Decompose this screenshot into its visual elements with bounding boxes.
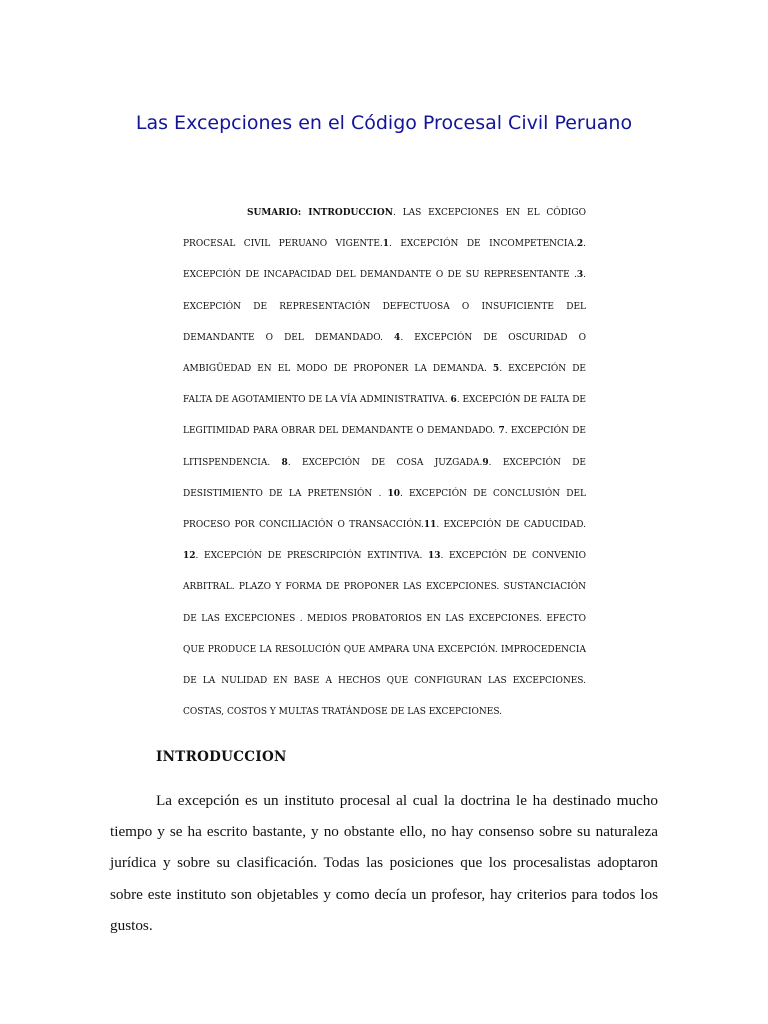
sumario-run: . EXCEPCIÓN DE REPRESENTACIÓN DEFECTUOSA O INSUFICIENTE DEL DEMANDANTE O DEL DEMANDADO.: [183, 270, 586, 343]
sumario-bold-run: 11: [423, 520, 437, 531]
sumario-run: . EXCEPCIÓN DE PRESCRIPCIÓN EXTINTIVA.: [195, 551, 428, 562]
sumario-bold-run: INTRODUCCION: [308, 208, 393, 218]
sumario-block: [183, 198, 586, 728]
sumario-bold-run: 6: [450, 395, 457, 406]
sumario-run: . EXCEPCIÓN DE INCOMPETENCIA.: [389, 239, 577, 250]
sumario-content: [183, 208, 586, 717]
sumario-run: . EXCEPCIÓN DE INCAPACIDAD DEL DEMANDANTE O DE SU REPRESENTANTE .: [183, 239, 586, 281]
sumario-bold-run: 12: [183, 551, 196, 562]
sumario-run: . EXCEPCIÓN DE LITISPENDENCIA.: [183, 426, 586, 468]
sumario-bold-run: 9: [482, 457, 489, 468]
sumario-run: . EXCEPCIÓN DE OSCURIDAD O AMBIGÜEDAD EN EL MODO DE PROPONER LA DEMANDA.: [183, 332, 586, 375]
sumario-run: . EXCEPCIÓN DE DESISTIMIENTO DE LA PRETENSIÓN .: [183, 457, 586, 499]
sumario-bold-run: 7: [498, 426, 505, 437]
document-title: Las Excepciones en el Código Procesal Civil Peruano: [135, 112, 633, 134]
sumario-run: . EXCEPCIÓN DE COSA JUZGADA.: [287, 457, 483, 468]
sumario-bold-run: 10: [387, 488, 400, 499]
sumario-run: . EXCEPCIÓN DE CONCLUSIÓN DEL PROCESO POR CONCILIACIÓN O TRANSACCIÓN.: [183, 488, 586, 531]
sumario-run: . EXCEPCIÓN DE CONVENIO ARBITRAL. PLAZO Y FORMA DE PROPONER LAS EXCEPCIONES. SUSTANCIACIÓN DE LAS EXCEPCIONES . MEDIOS PROBATORIOS EN LAS EXCEPCIONES. EFECTO QUE PRODUCE LA RESOLUCIÓN QUE AMPARA UNA EXCEPCIÓN. IMPROCEDENCIA DE LA NULIDAD EN BASE A HECHOS QUE CONFIGURAN LAS EXCEPCIONES. COSTAS, COSTOS Y MULTAS TRATÁNDOSE DE LAS EXCEPCIONES.: [183, 551, 586, 718]
sumario-bold-run: 13: [427, 551, 441, 562]
sumario-bold-run: 2: [576, 239, 584, 250]
sumario-bold-run: 1: [382, 239, 390, 250]
sumario-run: . EXCEPCIÓN DE FALTA DE AGOTAMIENTO DE LA VÍA ADMINISTRATIVA.: [183, 364, 586, 406]
sumario-bold-run: SUMARIO:: [247, 208, 309, 218]
sumario-run: . EXCEPCIÓN DE FALTA DE LEGITIMIDAD PARA OBRAR DEL DEMANDANTE O DEMANDADO.: [183, 395, 586, 437]
body-paragraph: La excepción es un instituto procesal al cual la doctrina le ha destinado mucho tiempo y se ha escrito bastante, y no obstante ello, no hay consenso sobre su naturaleza jurídica y sobre su clasificación. Todas las posiciones que los procesalistas adoptaron sobre este instituto son objetables y como decía un profesor, hay criterios para todos los gustos.: [110, 792, 658, 934]
sumario-bold-run: 3: [576, 270, 584, 281]
sumario-bold-run: 4: [394, 332, 401, 343]
sumario-run: . LAS EXCEPCIONES EN EL CÓDIGO PROCESAL CIVIL PERUANO VIGENTE.: [183, 208, 586, 250]
section-heading: INTRODUCCION: [156, 749, 287, 765]
sumario-bold-run: 8: [281, 457, 288, 468]
sumario-bold-run: 5: [492, 364, 500, 375]
sumario-run: . EXCEPCIÓN DE CADUCIDAD.: [436, 520, 586, 531]
